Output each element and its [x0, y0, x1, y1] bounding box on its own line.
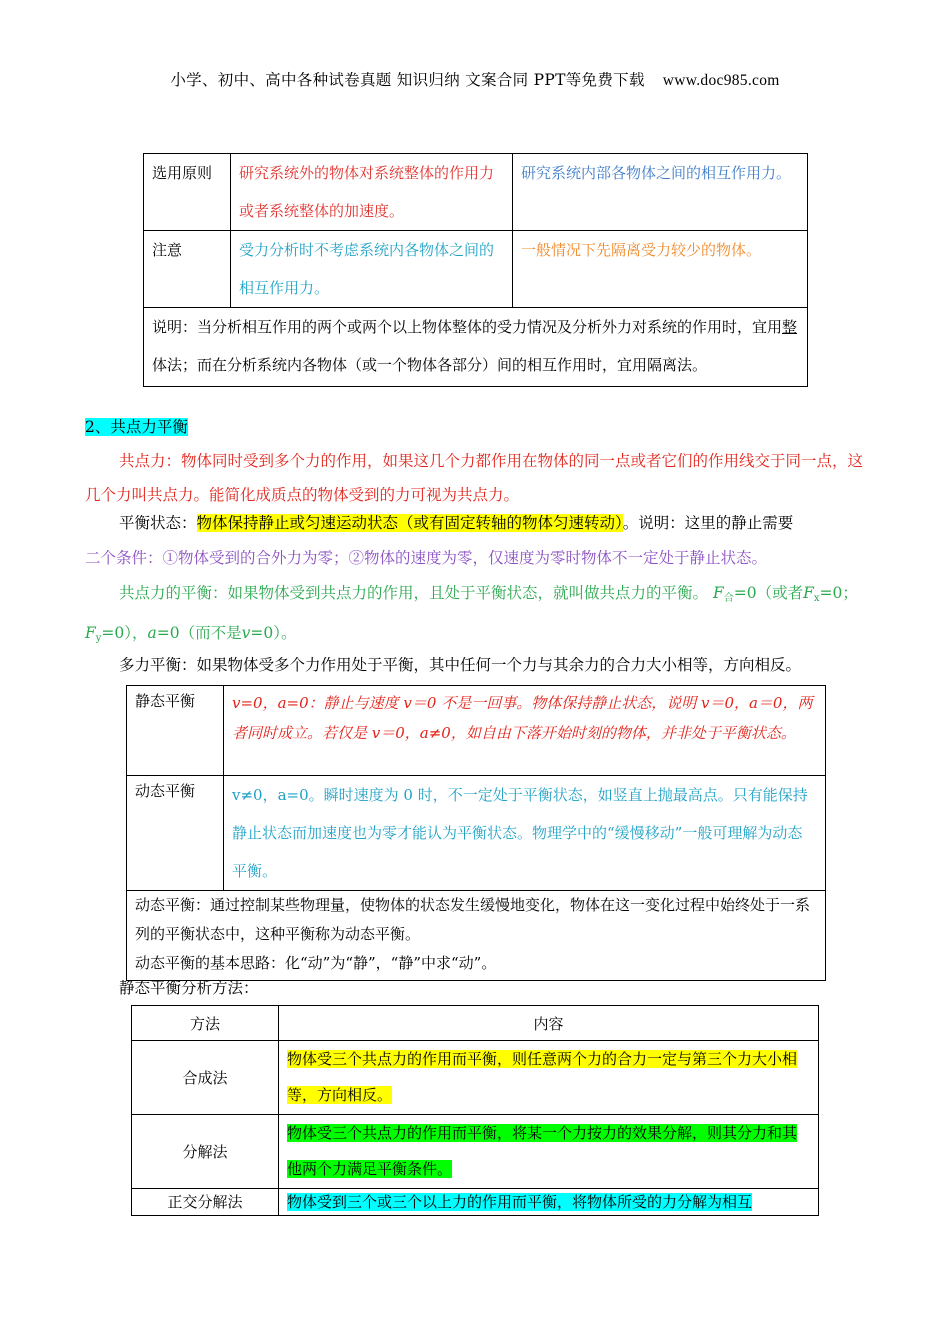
methods-title: 静态平衡分析方法：: [119, 979, 259, 997]
isolation-principle-cell: 研究系统内部各物体之间的相互作用力。: [513, 154, 808, 231]
isolation-note-cell: 一般情况下先隔离受力较少的物体。: [513, 231, 808, 308]
equilibrium-type-table: [126, 685, 826, 981]
head-content: 内容: [279, 1006, 819, 1041]
method-content: 物体受到三个或三个以上力的作用而平衡，将物体所受的力分解为相互: [279, 1189, 819, 1216]
equilibrium-state: 平衡状态：物体保持静止或匀速运动状态（或有固定转轴的物体匀速转动）。说明：这里的静止需要: [119, 514, 794, 532]
dynamic-label: 动态平衡: [127, 776, 224, 891]
method-content: 物体受三个共点力的作用而平衡，将某一个力按力的效果分解，则其分力和其他两个力满足平衡条件。: [279, 1115, 819, 1189]
concurrent-equilibrium: 共点力的平衡：如果物体受到共点力的作用，且处于平衡状态，就叫做共点力的平衡。 $F_合=0$（或者$F_x=0$；$F_y=0$），a=0（而不是v=0）。: [85, 584, 858, 644]
row-label-principle: 选用原则: [144, 154, 231, 231]
whole-note-cell: 受力分析时不考虑系统内各物体之间的相互作用力。: [231, 231, 513, 308]
static-label: 静态平衡: [127, 686, 224, 776]
header-url[interactable]: www.doc985.com: [662, 72, 780, 89]
equilibrium-conditions: 二个条件：①物体受到的合外力为零；②物体的速度为零，仅速度为零时物体不一定处于静止状态。: [85, 549, 768, 567]
method-name: 合成法: [132, 1041, 279, 1115]
methods-table: [131, 1005, 819, 1216]
table1-note: 说明：当分析相互作用的两个或两个以上物体整体的受力情况及分析外力对系统的作用时，宜用整体法；而在分析系统内各物体（或一个物体各部分）间的相互作用时，宜用隔离法。: [144, 308, 808, 387]
method-comparison-table: [143, 153, 808, 387]
page-header: [0, 68, 950, 90]
dynamic-text: v≠0，a=0。瞬时速度为 0 时，不一定处于平衡状态，如竖直上抛最高点。只有能保持静止状态而加速度也为零才能认为平衡状态。物理学中的“缓慢移动”一般可理解为动态平衡。: [224, 776, 826, 891]
whole-principle-cell: 研究系统外的物体对系统整体的作用力或者系统整体的加速度。: [231, 154, 513, 231]
method-content: 物体受三个共点力的作用而平衡，则任意两个力的合力一定与第三个力大小相等，方向相反。: [279, 1041, 819, 1115]
concurrent-force-definition: 共点力：物体同时受到多个力的作用，如果这几个力都作用在物体的同一点或者它们的作用线交于同一点，这几个力叫共点力。能简化成质点的物体受到的力可视为共点力。: [85, 452, 864, 504]
static-text: v=0，a=0：静止与速度 v＝0 不是一回事。物体保持静止状态，说明 v＝0，a＝0，两者同时成立。若仅是 v＝0，a≠0，如自由下落开始时刻的物体，并非处于平衡状态。: [224, 686, 826, 776]
head-method: 方法: [132, 1006, 279, 1041]
section-heading: 2、共点力平衡: [85, 418, 188, 436]
header-text: 小学、初中、高中各种试卷真题 知识归纳 文案合同 PPT等免费下载: [170, 71, 645, 89]
row-label-note: 注意: [144, 231, 231, 308]
method-name: 分解法: [132, 1115, 279, 1189]
method-name: 正交分解法: [132, 1189, 279, 1216]
dynamic-note: 动态平衡：通过控制某些物理量，使物体的状态发生缓慢地变化，物体在这一变化过程中始终处于一系列的平衡状态中，这种平衡称为动态平衡。 动态平衡的基本思路：化“动”为“静”，“静”中求“动”。: [127, 891, 826, 981]
multi-force-equilibrium: 多力平衡：如果物体受多个力作用处于平衡，其中任何一个力与其余力的合力大小相等，方向相反。: [119, 656, 802, 674]
